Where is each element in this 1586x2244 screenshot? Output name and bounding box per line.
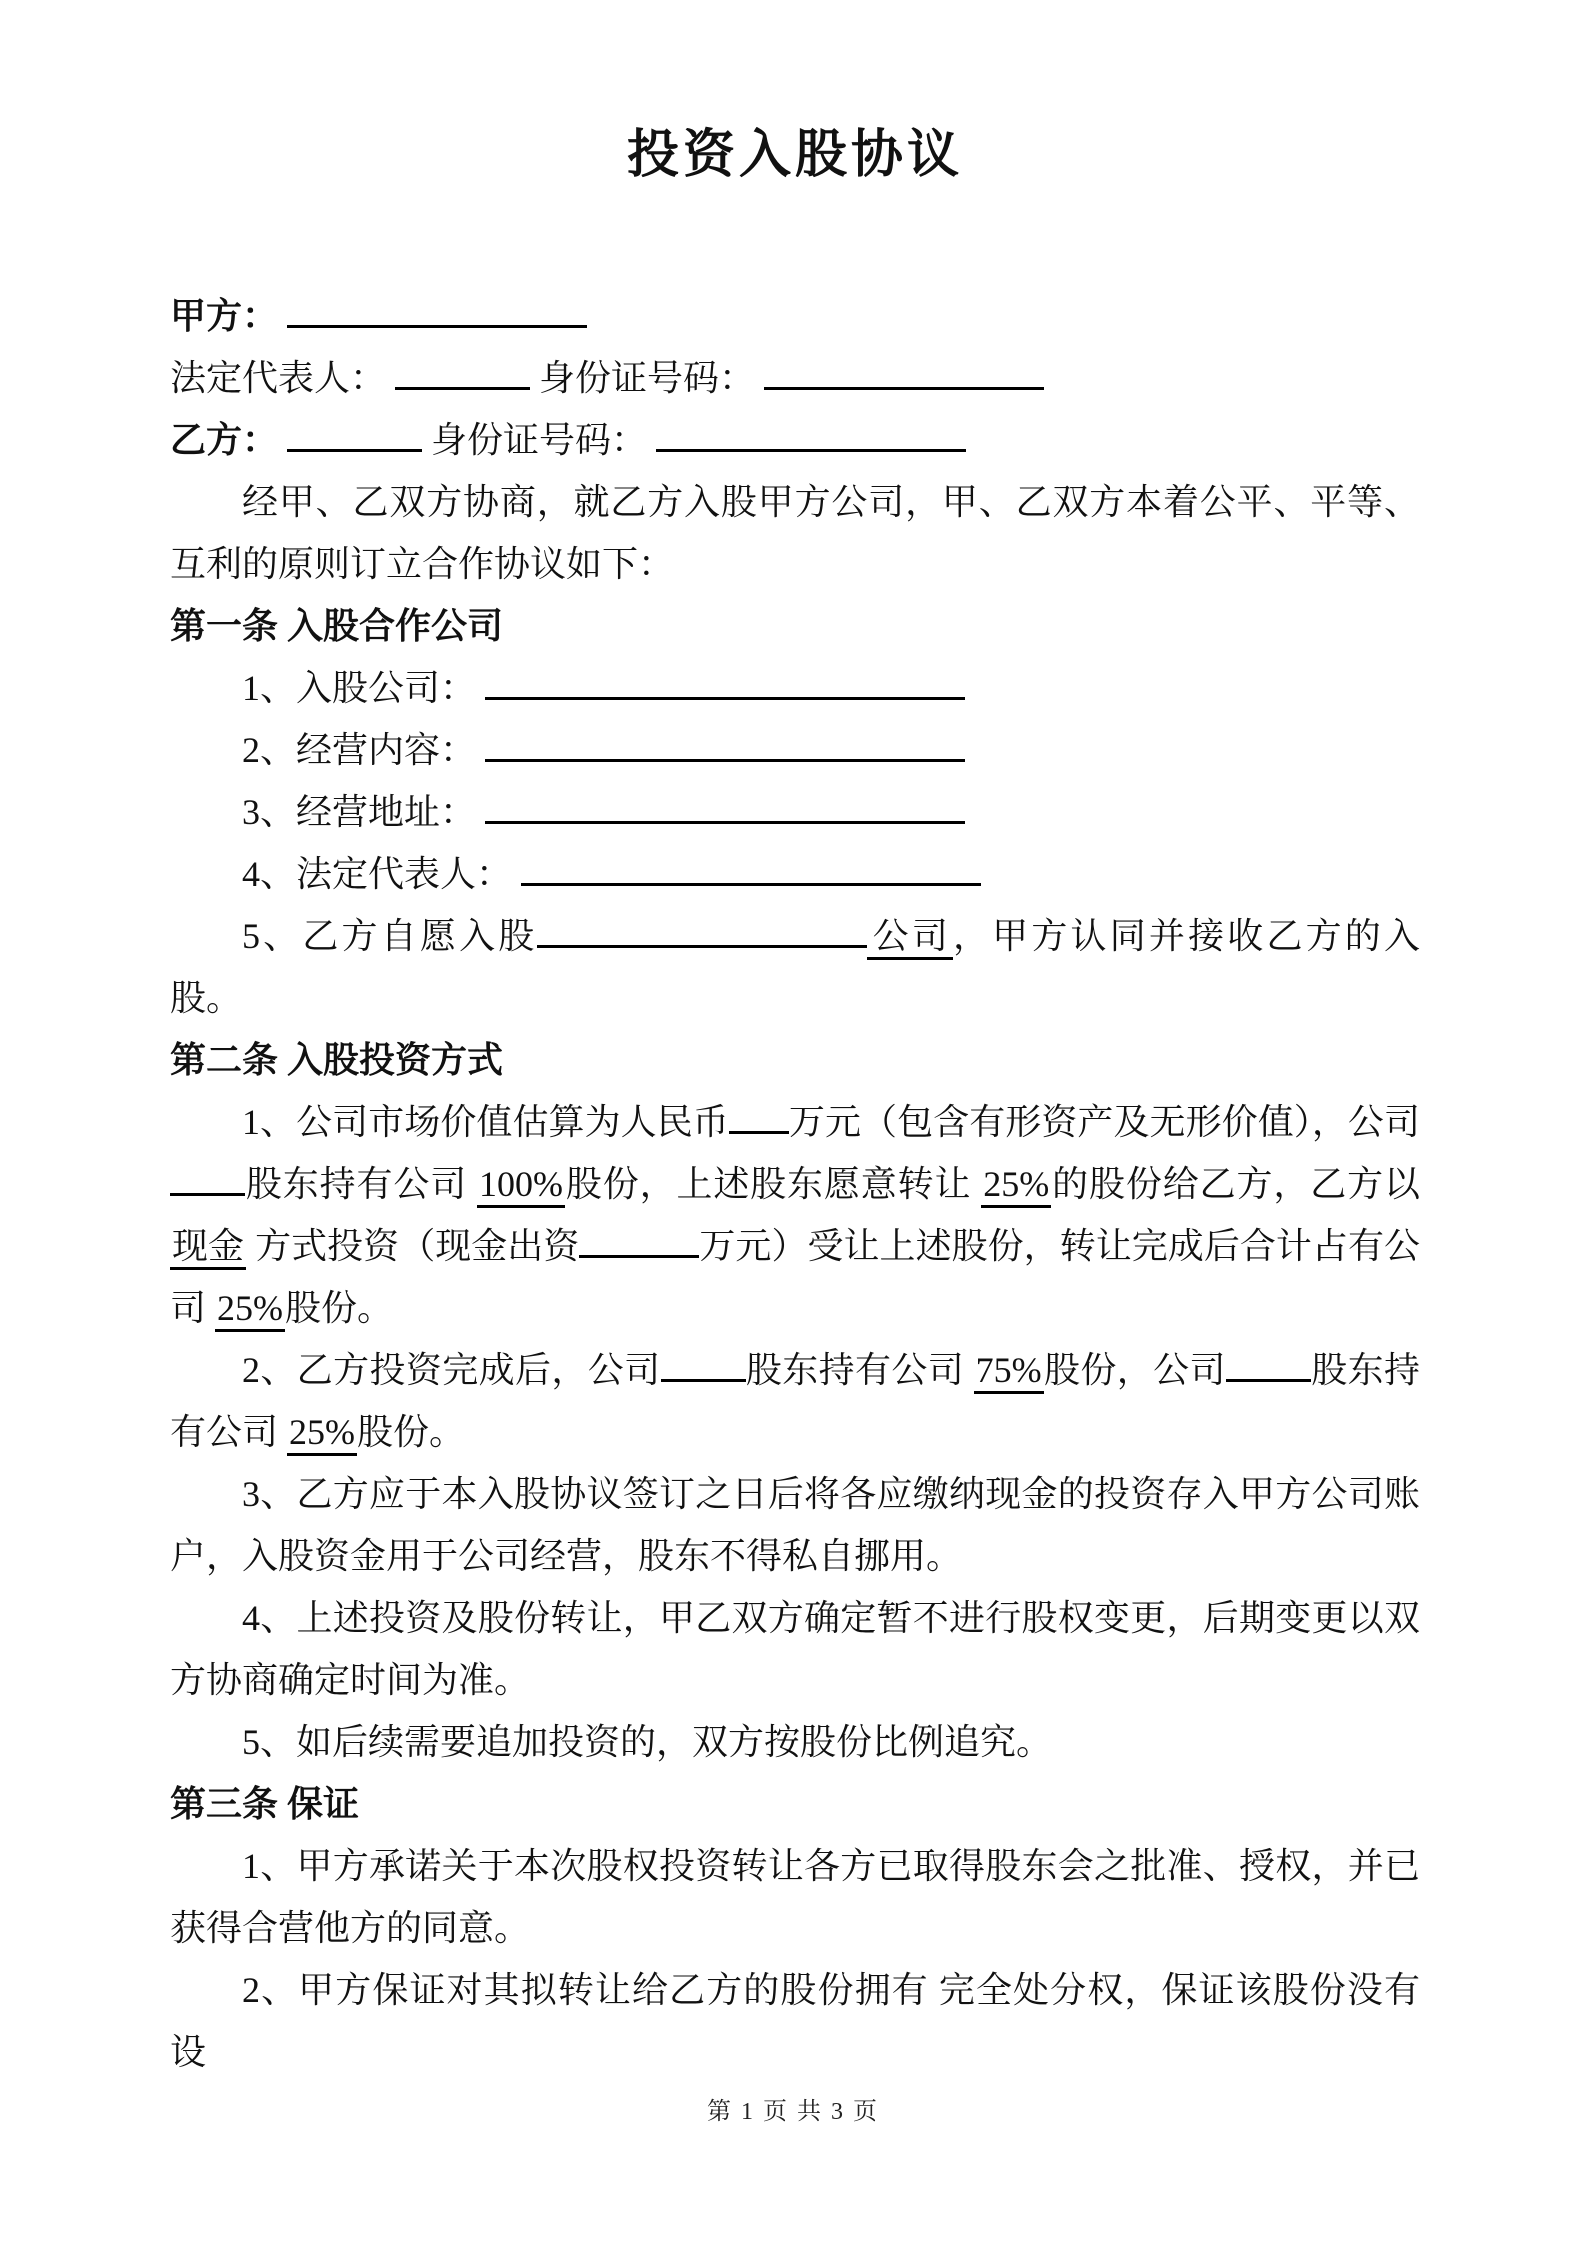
text-segment: 万元）受让上述股份，转让完成后合计占有公司 (170, 1225, 1420, 1328)
text-segment: 股东持有公司 (745, 1349, 974, 1390)
item-1-blank (485, 659, 965, 700)
text-segment: 1、公司市场价值估算为人民币 (242, 1101, 729, 1142)
legal-rep-label: 法定代表人： (170, 357, 387, 398)
text-segment: 万元（包含有形资产及无形价值），公司 (788, 1101, 1420, 1142)
shareholder-b-blank (1226, 1341, 1311, 1382)
id-number-blank-a (764, 349, 1044, 390)
document-body (170, 285, 1420, 2083)
cash-word-underlined: 现金 (170, 1226, 246, 1270)
percent-100-underlined: 100% (477, 1164, 565, 1208)
section1-heading: 第一条 入股合作公司 (170, 605, 504, 646)
text-segment: 2、乙方投资完成后，公司 (242, 1349, 661, 1390)
party-a-line (170, 285, 1420, 347)
cash-amount-blank (579, 1217, 699, 1258)
percent-75-underlined: 75% (974, 1350, 1044, 1394)
market-value-blank (729, 1093, 789, 1134)
item-1-line (170, 657, 1420, 719)
page-number-footer: 第 1 页 共 3 页 (707, 2099, 879, 2125)
text-segment: 股份，上述股东愿意转让 (564, 1163, 982, 1204)
text-segment: 股东持有公司 (170, 1349, 1420, 1452)
section2-paragraph-1 (170, 1091, 1420, 1339)
shareholder-a-blank (661, 1341, 746, 1382)
text-segment: 股份，公司 (1043, 1349, 1226, 1390)
percent-25-underlined: 25% (287, 1412, 357, 1456)
percent-25-underlined: 25% (981, 1164, 1051, 1208)
text-segment: 股东持有公司 (245, 1163, 477, 1204)
item-4-line (170, 843, 1420, 905)
percent-25-underlined: 25% (215, 1288, 285, 1332)
text-segment: 股份。 (285, 1287, 394, 1328)
item-5-company-blank (537, 907, 867, 948)
party-a-label: 甲方： (170, 295, 279, 336)
id-number-label-a: 身份证号码： (539, 357, 756, 398)
item-5-line (170, 905, 1420, 1029)
party-b-label: 乙方： (170, 419, 279, 460)
legal-rep-line (170, 347, 1420, 409)
item-1-label: 1、入股公司： (242, 667, 477, 708)
id-number-blank-b (656, 411, 966, 452)
party-a-blank (287, 287, 587, 328)
section2-paragraph-2 (170, 1339, 1420, 1463)
item-3-blank (485, 783, 965, 824)
legal-rep-blank (395, 349, 530, 390)
section3-paragraph-1: 1、甲方承诺关于本次股权投资转让各方已取得股东会之批准、授权，并已获得合营他方的同意。 (170, 1845, 1420, 1948)
item-4-label: 4、法定代表人： (242, 853, 513, 894)
section2-paragraph-5: 5、如后续需要追加投资的，双方按股份比例追究。 (242, 1721, 1053, 1762)
item-5-suffix: ，甲方认同并接收乙方的入股。 (170, 915, 1420, 1018)
page-title: 投资入股协议 (626, 127, 963, 184)
text-segment: 股份。 (357, 1411, 466, 1452)
item-3-label: 3、经营地址： (242, 791, 477, 832)
section3-paragraph-2: 2、甲方保证对其拟转让给乙方的股份拥有 完全处分权，保证该股份没有设 (170, 1969, 1420, 2072)
id-number-label-b: 身份证号码： (431, 419, 648, 460)
item-2-blank (485, 721, 965, 762)
item-2-label: 2、经营内容： (242, 729, 477, 770)
party-b-blank (287, 411, 422, 452)
intro-paragraph: 经甲、乙双方协商，就乙方入股甲方公司，甲、乙双方本着公平、平等、互利的原则订立合作协议如下： (170, 481, 1420, 584)
section3-heading: 第三条 保证 (170, 1783, 360, 1824)
section2-heading: 第二条 入股投资方式 (170, 1039, 504, 1080)
item-5-prefix: 5、乙方自愿入股 (242, 915, 538, 956)
text-segment: 方式投资（现金出资 (246, 1225, 580, 1266)
item-5-company-word: 公司 (867, 916, 953, 960)
section2-paragraph-3: 3、乙方应于本入股协议签订之日后将各应缴纳现金的投资存入甲方公司账户，入股资金用于公司经营，股东不得私自挪用。 (170, 1473, 1420, 1576)
text-segment: 的股份给乙方，乙方以 (1051, 1163, 1420, 1204)
item-3-line (170, 781, 1420, 843)
item-4-blank (521, 845, 981, 886)
item-2-line (170, 719, 1420, 781)
shareholder-name-blank (170, 1155, 245, 1196)
party-b-line (170, 409, 1420, 471)
section2-paragraph-4: 4、上述投资及股份转让，甲乙双方确定暂不进行股权变更，后期变更以双方协商确定时间为准。 (170, 1597, 1420, 1700)
